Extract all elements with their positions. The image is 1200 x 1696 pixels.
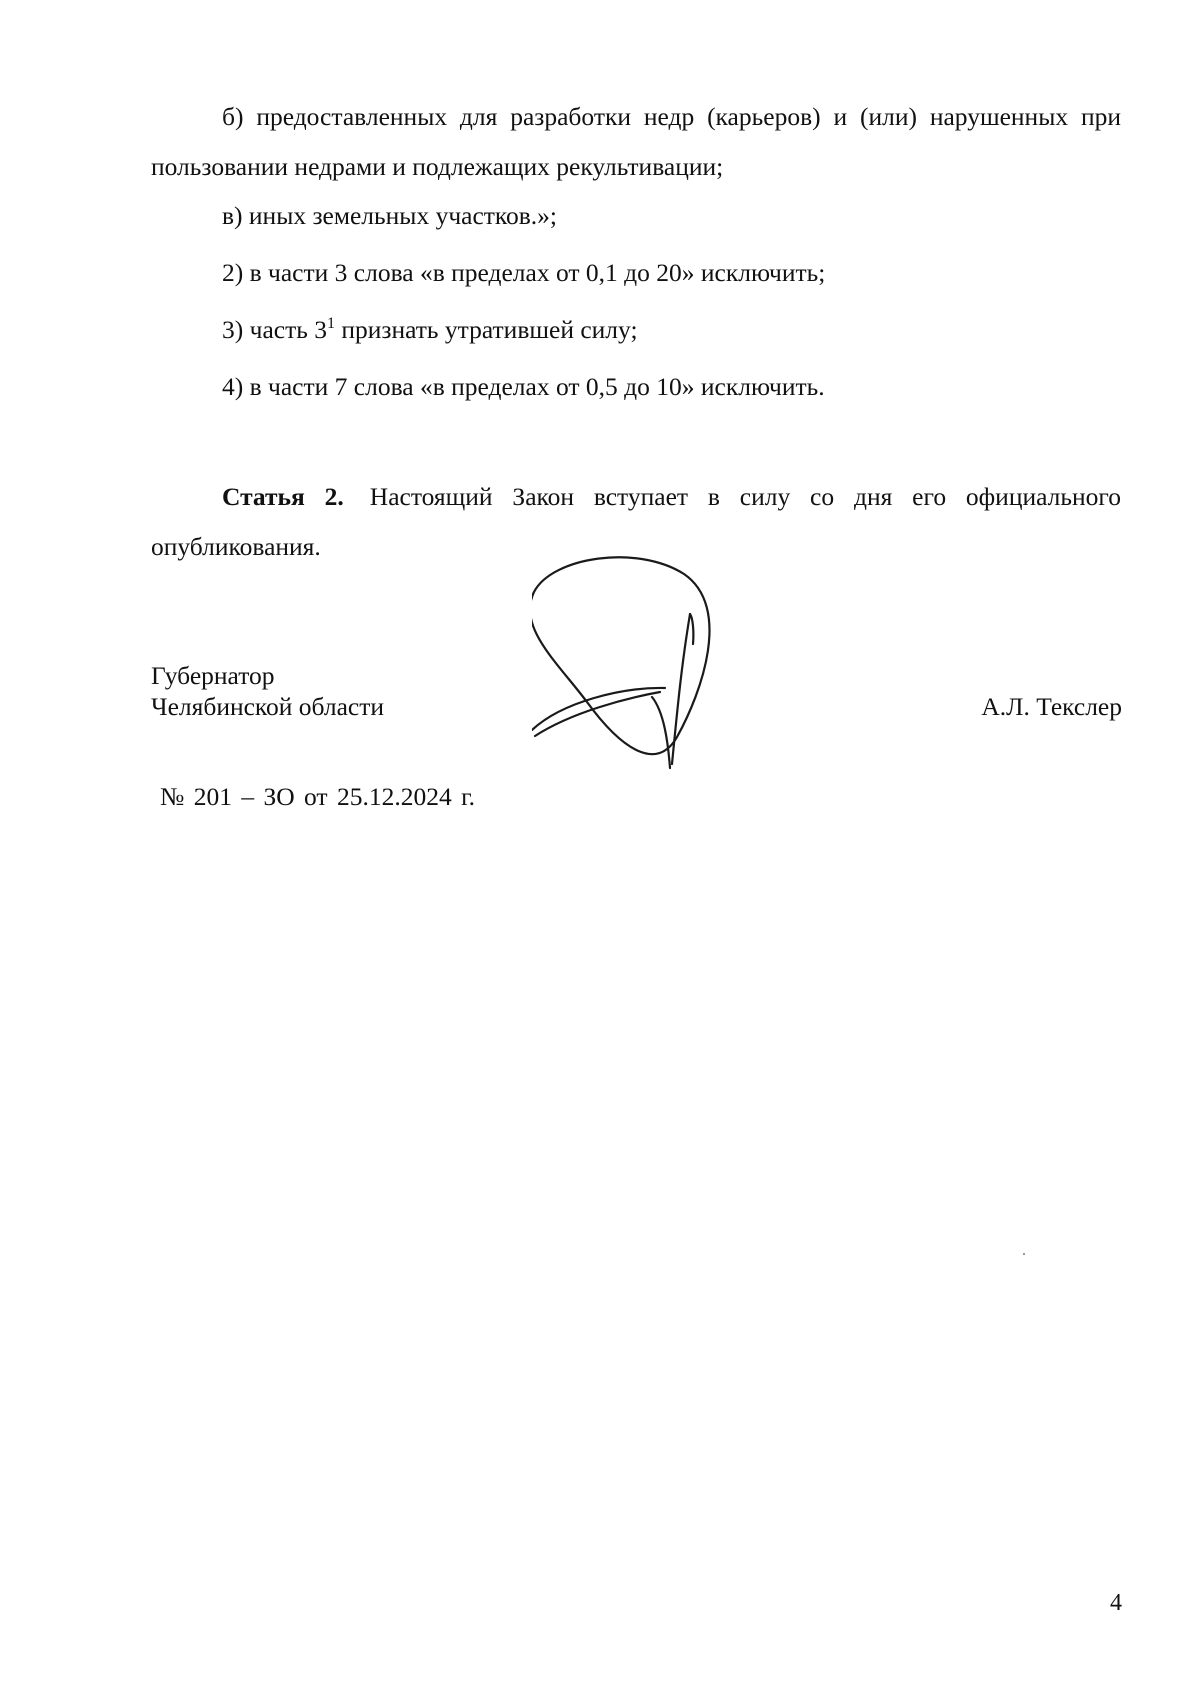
signature-vertical <box>672 614 690 764</box>
signatory-title <box>151 660 384 722</box>
page-number: 4 <box>1110 1590 1122 1616</box>
handwritten-signature <box>532 552 752 772</box>
article-2-text: Настоящий Закон вступает в силу со дня его официального опубликования. <box>151 482 1121 561</box>
scan-speck <box>1023 1253 1025 1255</box>
paragraph-item-2: 2) в части 3 слова «в пределах от 0,1 до 20» исключить; <box>222 258 826 287</box>
signatory-name: А.Л. Текслер <box>981 692 1122 721</box>
signatory-title-line2: Челябинской области <box>151 692 385 721</box>
paragraph-item-b: б) предоставленных для разработки недр (карьеров) и (или) нарушенных при пользовании недрами и подлежащих рекультивации; <box>151 102 1121 181</box>
item-3-text-after: признать утратившей силу; <box>334 315 638 344</box>
signatory-title-line1: Губернатор <box>151 661 275 690</box>
paragraph-item-4: 4) в части 7 слова «в пределах от 0,5 до 10» исключить. <box>222 372 825 401</box>
signature-down-stroke <box>652 697 670 768</box>
paragraph-item-v: в) иных земельных участков.»; <box>222 201 558 230</box>
law-number-date: № 201 – ЗО от 25.12.2024 г. <box>160 782 476 811</box>
item-3-superscript: 1 <box>326 315 335 332</box>
signature-hook <box>690 614 693 644</box>
paragraph-item-3 <box>151 305 1121 355</box>
item-3-text-before: 3) часть 3 <box>222 315 327 344</box>
article-2-label: Статья 2. <box>222 482 344 511</box>
